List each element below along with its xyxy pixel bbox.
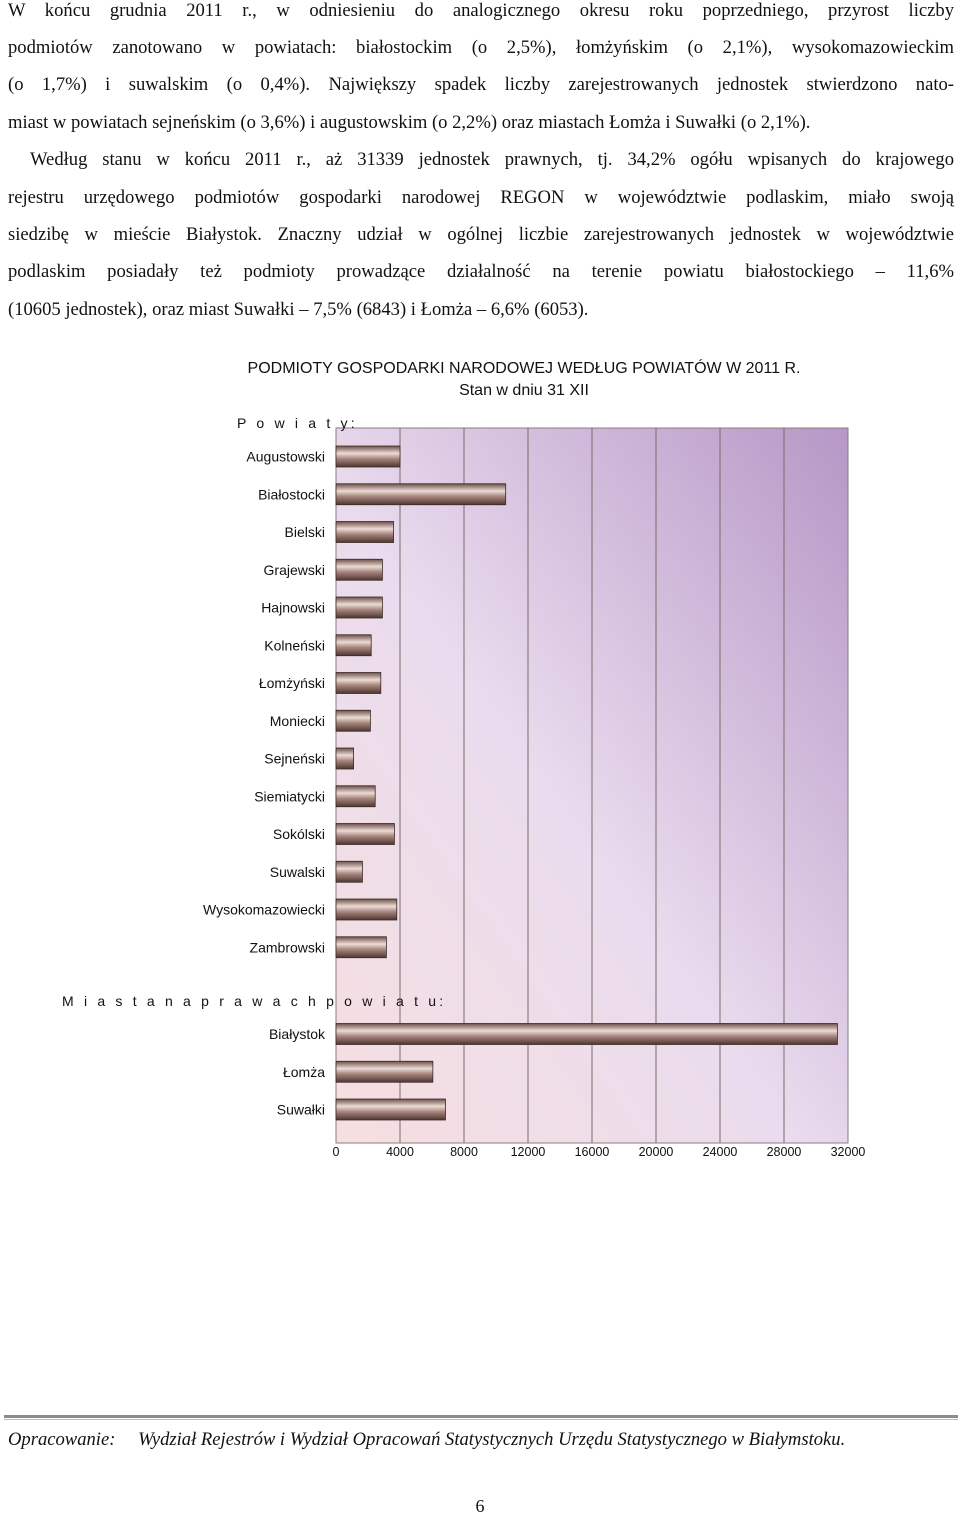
bar [336, 1061, 433, 1082]
bar [336, 710, 370, 731]
category-label: Sejneński [264, 750, 325, 767]
bar [336, 786, 375, 807]
bar [336, 446, 400, 467]
source-note [8, 1429, 954, 1451]
category-label: Zambrowski [249, 939, 325, 956]
source-text: Wydział Rejestrów i Wydział Opracowań Statystycznych Urzędu Statystycznego w Białymstoku. [138, 1429, 846, 1450]
text-line: (o 1,7%) i suwalskim (o 0,4%). Największy spadek liczby zarejestrowanych jednostek stwierdzono nato- [8, 74, 954, 95]
text-line: podlaskim posiadały też podmioty prowadzące działalność na terenie powiatu białostockiego – 11,6% [8, 261, 954, 282]
bar [336, 1024, 837, 1045]
category-label: Grajewski [263, 561, 325, 578]
group-label: M i a s t a n a p r a w a c h p o w i a t u: [62, 993, 447, 1009]
x-tick-label: 12000 [510, 1145, 546, 1159]
bar [336, 597, 382, 618]
category-label: Hajnowski [261, 599, 325, 616]
bar [336, 673, 381, 694]
bar-chart [0, 350, 960, 1170]
text-line: podmiotów zanotowano w powiatach: białostockim (o 2,5%), łomżyńskim (o 2,1%), wysokomazowieckim [8, 37, 954, 58]
source-label: Opracowanie: [8, 1429, 116, 1450]
x-tick-label: 24000 [702, 1145, 738, 1159]
x-tick-label: 4000 [386, 1145, 414, 1159]
category-label: Suwałki [276, 1101, 325, 1118]
category-label: Kolneński [264, 637, 325, 654]
bar [336, 559, 382, 580]
x-tick-label: 8000 [450, 1145, 478, 1159]
bar [336, 484, 506, 505]
x-tick-label: 20000 [638, 1145, 674, 1159]
category-label: Wysokomazowiecki [202, 901, 325, 918]
category-label: Białystok [268, 1026, 325, 1042]
bar [336, 899, 397, 920]
category-label: Bielski [284, 524, 325, 540]
category-label: Łomżyński [258, 675, 325, 691]
bar [336, 635, 371, 656]
x-tick-label: 0 [332, 1145, 340, 1159]
category-label: Suwalski [269, 863, 325, 880]
text-line: W końcu grudnia 2011 r., w odniesieniu do analogicznego okresu roku poprzedniego, przyrost liczby [8, 0, 954, 21]
text-line: miast w powiatach sejneńskim (o 3,6%) i augustowskim (o 2,2%) oraz miastach Łomża i Suwałki (o 2,1%). [8, 112, 811, 133]
group-label: P o w i a t y: [237, 415, 358, 431]
page-number: 6 [475, 1496, 485, 1516]
text-line: siedzibę w mieście Białystok. Znaczny udział w ogólnej liczbie zarejestrowanych jednostek w województwie [8, 224, 954, 245]
x-tick-label: 32000 [830, 1145, 866, 1159]
category-label: Siemiatycki [254, 788, 325, 805]
text-line: rejestru urzędowego podmiotów gospodarki narodowej REGON w województwie podlaskim, miało swoją [8, 187, 954, 208]
bar [336, 1099, 445, 1120]
category-label: Augustowski [246, 448, 325, 465]
x-tick-label: 16000 [574, 1145, 610, 1159]
chart-subtitle: Stan w dniu 31 XII [459, 382, 589, 399]
bar [336, 522, 394, 543]
bar [336, 937, 386, 958]
chart-title: PODMIOTY GOSPODARKI NARODOWEJ WEDŁUG POWIATÓW W 2011 R. [247, 360, 801, 377]
category-label: Sokólski [272, 826, 325, 842]
category-label: Łomża [282, 1063, 325, 1080]
x-axis-ticks [333, 1145, 866, 1159]
footer-rule [4, 1415, 958, 1418]
text-line: Według stanu w końcu 2011 r., aż 31339 jednostek prawnych, tj. 34,2% ogółu wpisanych do krajowego [30, 149, 954, 170]
x-tick-label: 28000 [766, 1145, 802, 1159]
category-label: Moniecki [269, 712, 325, 729]
bar [336, 824, 394, 845]
text-line: (10605 jednostek), oraz miast Suwałki – 7,5% (6843) i Łomża – 6,6% (6053). [8, 299, 589, 320]
bar [336, 748, 354, 769]
category-label: Białostocki [258, 486, 325, 503]
bar [336, 861, 362, 882]
footer-rule-thin [4, 1419, 958, 1420]
